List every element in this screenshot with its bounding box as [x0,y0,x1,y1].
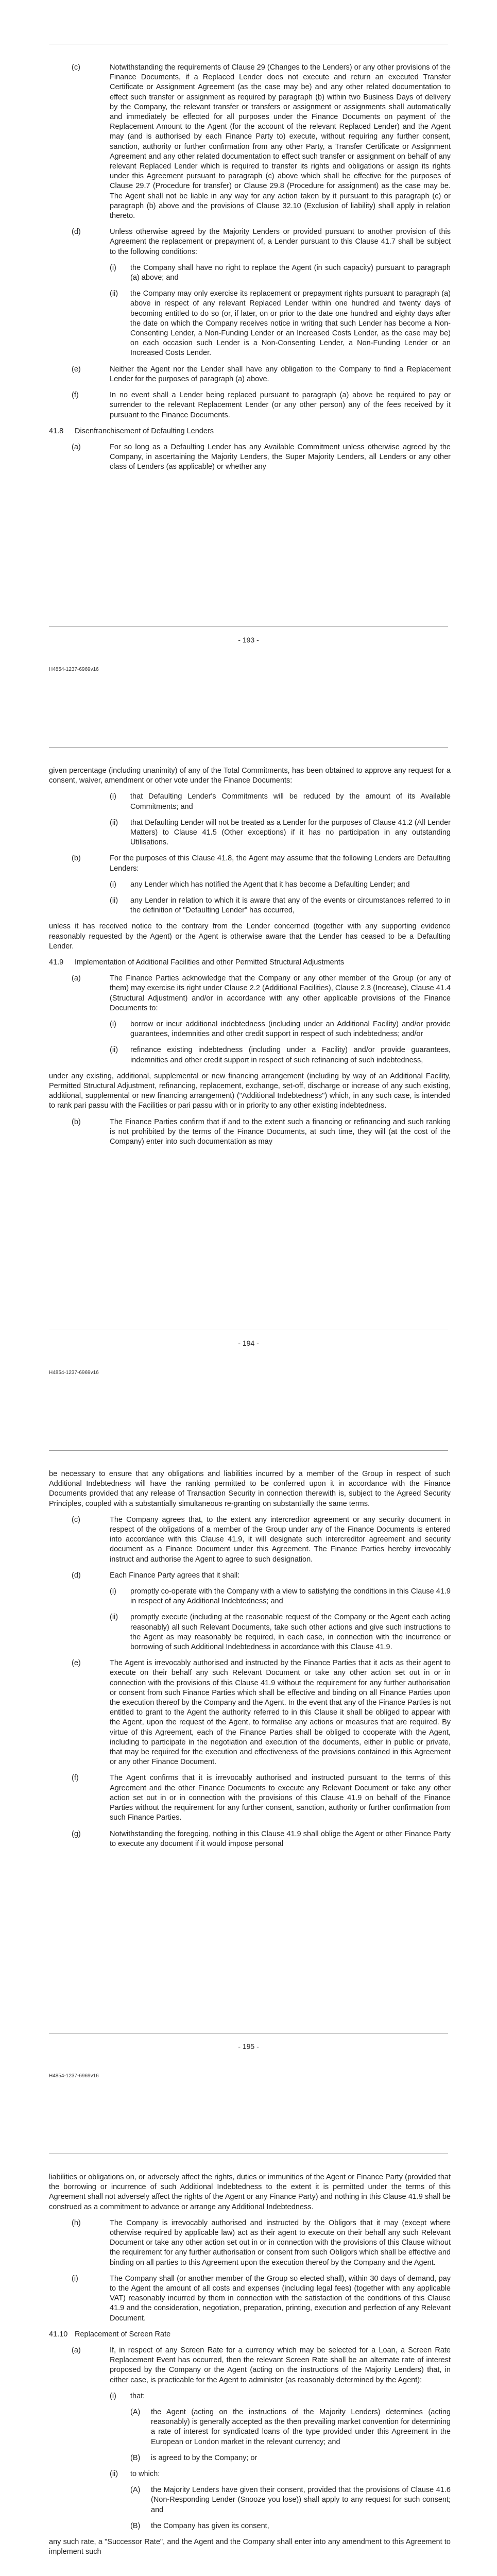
subparagraph-c0-0-para: that: [130,2392,145,2400]
clause-title: Implementation of Additional Facilities and other Permitted Structural Adjustments [75,958,345,967]
subsubparagraph-c0-0-1-para: is agreed to by the Company; or [151,2453,258,2462]
continued-paragraph: given percentage (including unanimity) of any of the Total Commitments, has been obtained to approve any request for a consent, waiver, amendment or other vote under the Finance Documents: [49,767,451,785]
subparagraph-0-0 [110,880,451,890]
subsubparagraph-c0-1-1 [130,2521,451,2531]
clause-heading [49,958,451,968]
paragraph-c0-label: (a) [72,2346,81,2355]
continued-subparagraph-0-text [130,792,451,811]
page-3 [0,1406,497,2110]
subsubparagraph-c0-0-1 [130,2453,451,2463]
paragraph-c1 [49,1117,451,1147]
subparagraph-c0-1 [110,2469,451,2479]
paragraph-2 [49,1658,451,1767]
paragraph-0 [49,1515,451,1565]
clause-title: Disenfranchisement of Defaulting Lenders [75,427,214,435]
paragraph-1-text [110,1571,451,1581]
subsubparagraph-c0-1-1-para: the Company has given its consent, [151,2521,269,2530]
subparagraph-c0-1-label: (ii) [110,1046,118,1055]
paragraph-0-para: For the purposes of this Clause 41.8, the Agent may assume that the following Lenders are Defaulting Lenders: [110,854,451,873]
paragraph-0-label: (h) [72,2218,81,2227]
subparagraph-0-1-text [130,896,451,916]
clause-heading [49,427,451,436]
paragraph-0-label: (b) [72,854,81,863]
subparagraph-1-1 [110,289,451,358]
page-4 [0,2110,497,2576]
paragraph-0-text [110,854,451,873]
subparagraph-1-1-text [130,289,451,358]
paragraph-4-para: Notwithstanding the foregoing, nothing in this Clause 41.9 shall oblige the Agent or other Finance Party to execute any document if it would impose personal [110,1829,451,1848]
paragraph-0 [49,63,451,221]
paragraph-2-para: Neither the Agent nor the Lender shall have any obligation to the Company to find a Replacement Lender for the purposes of paragraph (a) above. [110,365,451,383]
paragraph-c0-para: If, in respect of any Screen Rate for a currency which may be selected for a Loan, a Screen Rate Replacement Event has occurred, then the relevant Screen Rate shall be an alternate rate of interest proposed by the Company or the Agent (acting on the instructions of the Majority Lenders) that, in either case, is practicable for the Agent to administer (as reasonably determined by the Agent): [110,2346,451,2384]
subparagraph-0-1 [110,896,451,916]
page-top-rule [49,1450,448,1451]
page-number: - 193 - [238,636,259,644]
subparagraph-1-1 [110,1613,451,1652]
subparagraph-1-1-label: (ii) [110,1613,118,1622]
subsubparagraph-c0-1-1-label: (B) [130,2521,141,2530]
paragraph-c0-label: (a) [72,974,81,983]
page-1 [0,0,497,703]
paragraph-1-text [110,227,451,257]
paragraph-4 [49,1829,451,1849]
paragraph-0-text [110,1515,451,1565]
clause-number: 41.10 [49,2330,68,2338]
page-content [49,2173,451,2564]
paragraph-3-para: The Agent confirms that it is irrevocably authorised and instructed pursuant to the terms of this Agreement and the other Finance Documents to execute any Relevant Document or take any other action set out in or in connection with the provisions of this Clause 41.9 on behalf of the Finance Parties without the requirement for any further consent, sanction, authority or further confirmation from such Finance Parties. [110,1774,451,1822]
paragraph-1 [49,1571,451,1581]
page-number: - 195 - [238,2042,259,2050]
subparagraph-c0-0-label: (i) [110,1020,116,1029]
continued-subparagraph-0-para: that Defaulting Lender's Commitments will be reduced by the amount of its Available Commitments; and [130,792,451,811]
subparagraph-1-0-label: (i) [110,1587,116,1596]
paragraph-4-label: (g) [72,1829,81,1838]
subparagraph-c0-1-text [130,2469,451,2479]
clause-title: Replacement of Screen Rate [75,2330,171,2338]
continued-paragraph: be necessary to ensure that any obligations and liabilities incurred by a member of the Group in respect of such Additional Indebtedness will have the ranking permitted to be conferred upon it in accordance with the Finance Documents provided that any release of Transaction Security in connection therewith is, subject to the Agreed Security Principles, coupled with a substantially simultaneous re-granting on substantially the same terms. [49,1470,451,1508]
paragraph-2-label: (e) [72,365,81,374]
paragraph-c0-para: For so long as a Defaulting Lender has any Available Commitment unless otherwise agreed by the Company, in ascertaining the Majority Lenders, the Super Majority Lenders, all Lenders or any other class of Lenders (as applicable) or whether any [110,443,451,471]
clause-heading [49,2330,451,2340]
page-bottom-rule [49,626,448,627]
paragraph-c1-label: (b) [72,1117,81,1126]
paragraph-tail-c0: any such rate, a "Successor Rate", and the Agent and the Company shall enter into any amendment to this Agreement to implement such [49,2538,451,2556]
subparagraph-1-1-para: promptly execute (including at the reasonable request of the Company or the Agent each acting reasonably) all such Relevant Documents, take such other actions and give such instructions to the Agent as may reasonably be required, in each case, in connection with the incurrence or borrowing of such Additional Indebtedness in accordance with this Clause 41.9. [130,1613,451,1652]
subparagraph-1-1-label: (ii) [110,290,118,298]
subparagraph-1-0-para: promptly co-operate with the Company with a view to satisfying the conditions in this Clause 41.9 in respect of any Additional Indebtedness; and [130,1587,451,1606]
subparagraph-1-0 [110,263,451,283]
paragraph-1 [49,2274,451,2324]
paragraph-2-para: The Agent is irrevocably authorised and instructed by the Finance Parties that it acts as their agent to execute on their behalf any such Relevant Document or take any other action set out in or in connection with the provisions of this Clause 41.9 without the requirement for any further authorisation or consent from such Finance Parties which shall be effective and binding on all Finance Parties upon the execution thereof by the Company and the Agent. In the event that any of the Finance Parties is not entitled to grant to the Agent the authority referred to in this Clause it shall be obliged to appear with the Agent, upon the request of the Agent, to formalise any actions or measures that are required. By virtue of this Agreement, each of the Finance Parties shall be obliged to cooperate with the Agent, including to participate in the negotiation and execution of the documents, either in public or private, that may be required for the execution and effectiveness of the provisions contained in this Agreement or any other Finance Document. [110,1659,451,1767]
paragraph-3-text [110,391,451,420]
paragraph-c0-para: The Finance Parties acknowledge that the Company or any other member of the Group (or any of them) may exercise its right under Clause 2.2 (Additional Facilities), Clause 2.3 (Increase), Clause 41.4 (Structural Adjustment) and/or in accordance with any other applicable provisions of the Finance Documents to: [110,974,451,1012]
paragraph-c0-text [110,443,451,472]
continued-subparagraph-1 [110,818,451,848]
paragraph-3 [49,391,451,420]
subparagraph-1-1-para: the Company may only exercise its replacement or prepayment rights pursuant to paragraph (a) above in respect of any relevant Replaced Lender within one hundred and twenty days of becoming entitled to do so (or, if later, on or prior to the date one hundred and eighty days after the date on which the Company receives notice in writing that such Lender has become a Non-Consenting Lender, a Non-Funding Lender or an Increased Costs Lender, as the case may be) on each occasion such Lender is a Non-Consenting Lender, a Non-Funding Lender or an Increased Costs Lender. [130,290,451,358]
clause-number: 41.8 [49,427,64,435]
subparagraph-c0-0-para: borrow or incur additional indebtedness (including under an Additional Facility) and/or provide guarantees, indemnities and other credit support in respect of such indebtedness; and/or [130,1020,451,1039]
paragraph-1-text [110,2274,451,2324]
subparagraph-c0-1-para: to which: [130,2470,160,2479]
subsubparagraph-c0-1-0-text [151,2485,451,2515]
subparagraph-1-1-text [130,1613,451,1652]
paragraph-tail-c0: under any existing, additional, supplemental or new financing arrangement (including by way of an Additional Facility, Permitted Structural Adjustment, refinancing, replacement, exchange, set-off, discharge or increase of any such existing, additional, supplemental or new financing arrangement) ("Additional Indebtedness") which, in any such case, is intended to rank pari passu with the Facilities or pari passu with or in priority to any other existing indebtedness. [49,1072,451,1110]
subsubparagraph-c0-0-1-text [151,2453,451,2463]
subparagraph-c0-1-para: refinance existing indebtedness (including under a Facility) and/or provide guarantees, indemnities and other credit support in respect of such refinancing of such indebtedness, [130,1046,451,1064]
paragraph-1-label: (d) [72,1571,81,1580]
subparagraph-0-0-label: (i) [110,880,116,889]
subparagraph-c0-1-label: (ii) [110,2470,118,2479]
paragraph-3-para: In no event shall a Lender being replaced pursuant to paragraph (a) above be required to pay or surrender to the relevant Replacement Lender (or any other person) any of the fees received by it pursuant to the Finance Documents. [110,391,451,419]
subparagraph-c0-0 [110,2392,451,2401]
page-2 [0,703,497,1406]
paragraph-0 [49,854,451,873]
paragraph-1-para: The Company shall (or another member of the Group so elected shall), within 30 days of demand, pay to the Agent the amount of all costs and expenses (including legal fees) (together with any applicable VAT) reasonably incurred by them in connection with the satisfaction of the conditions of this Clause 41.9 and the consideration, negotiation, preparation, printing, execution and perfection of any Relevant Document. [110,2274,451,2323]
page-content [49,63,451,479]
paragraph-3-label: (f) [72,1774,79,1783]
paragraph-2-text [110,1658,451,1767]
subparagraph-c0-0 [110,1020,451,1039]
paragraph-tail-0: unless it has received notice to the contrary from the Lender concerned (together with any supporting evidence reasonably requested by the Agent) or the Agent is otherwise aware that the Lender has ceased to be a Defaulting Lender. [49,922,451,951]
paragraph-c1-text [110,1117,451,1147]
subparagraph-c0-1 [110,1045,451,1065]
subparagraph-0-0-para: any Lender which has notified the Agent that it has become a Defaulting Lender; and [130,880,410,889]
continued-subparagraph-1-label: (ii) [110,818,118,827]
paragraph-2-text [110,365,451,384]
paragraph-0-label: (c) [72,1515,80,1524]
clause-number: 41.9 [49,958,64,967]
paragraph-c0 [49,2346,451,2385]
subsubparagraph-c0-0-0-label: (A) [130,2408,141,2417]
paragraph-c0-label: (a) [72,443,81,451]
subsubparagraph-c0-0-0-text [151,2408,451,2447]
paragraph-3-label: (f) [72,391,79,400]
subparagraph-1-0-text [130,263,451,283]
subsubparagraph-c0-1-0 [130,2485,451,2515]
paragraph-0 [49,2218,451,2268]
subsubparagraph-c0-0-1-label: (B) [130,2453,141,2462]
paragraph-3-text [110,1773,451,1823]
continued-paragraph: liabilities or obligations on, or adversely affect the rights, duties or immunities of the Agent or Finance Party (provided that the borrowing or incurrence of such Additional Indebtedness to the extent it is permitted under the terms of this Agreement shall not adversely affect the rights of the Agent or any Finance Party) and nothing in this Clause 41.9 shall be construed as a commitment to advance or arrange any Additional Indebtedness. [49,2173,451,2211]
page-content [49,1469,451,1855]
paragraph-1-para: Unless otherwise agreed by the Majority Lenders or provided pursuant to another provision of this Agreement the replacement or prepayment of, a Lender pursuant to this Clause 41.7 shall be subject to the following conditions: [110,228,451,256]
subsubparagraph-c0-0-0 [130,2408,451,2447]
continued-subparagraph-0-label: (i) [110,792,116,801]
subsubparagraph-c0-1-0-para: the Majority Lenders have given their consent, provided that the provisions of Clause 41.6 (Non-Responding Lender (Snooze you lose)) shall apply to any request for such consent; and [151,2486,451,2514]
paragraph-0-para: Notwithstanding the requirements of Clause 29 (Changes to the Lenders) or any other provisions of the Finance Documents, if a Replaced Lender does not execute and return an executed Transfer Certificate or Assignment Agreement (as the case may be) and any other related documentation to effect such transfer or assignment as required by paragraph (b) within two Business Days of delivery by the Company, the relevant transfer or transfers or assignment or assignments shall automatically and immediately be effected for all purposes under the Finance Documents on payment of the Replacement Amount to the Agent (for the account of the relevant Replaced Lender) and the Agent may (and is authorised by each Finance Party to) execute, without requiring any further consent, sanction, authority or further confirmation from any other Party, a Transfer Certificate or Assignment Agreement and any other related documentation to effect such transfer or assignment on behalf of any relevant Replaced Lender which is required to transfer its rights and obligations or assign its rights under this Agreement pursuant to paragraph (c) above which shall be effective for the purposes of Clause 29.7 (Procedure for transfer) or Clause 29.8 (Procedure for assignment) as the case may be. The Agent shall not be liable in any way for any action taken by it pursuant to this paragraph (c) or paragraph (b) above and the provisions of Clause 32.10 (Exclusion of liability) shall apply in relation thereto. [110,63,451,221]
subparagraph-1-0-para: the Company shall have no right to replace the Agent (in such capacity) pursuant to paragraph (a) above; and [130,263,451,282]
subparagraph-0-1-para: any Lender in relation to which it is aware that any of the events or circumstances referred to in the definition of "Defaulting Lender" has occurred, [130,896,451,915]
paragraph-2-label: (e) [72,1659,81,1668]
continued-subparagraph-0 [110,792,451,811]
paragraph-0-para: The Company agrees that, to the extent any intercreditor agreement or any security document in respect of the obligations of a member of the Group under any of the Finance Documents is entered into accordance with this Clause 41.9, it will designate such intercreditor agreement and security document as a Finance Document under this Agreement. The Finance Parties hereby irrevocably instruct and authorise the Agent to agree to such designation. [110,1515,451,1564]
paragraph-0-para: The Company is irrevocably authorised and instructed by the Obligors that it may (except where otherwise required by applicable law) act as their agent to execute on their behalf any such Relevant Document or take any other action set out in or in connection with the provisions of this Clause without the requirement for any further authorisation or consent from such Obligors which shall be effective and binding on all parties to this Agreement upon the execution thereof by the Company and the Agent. [110,2218,451,2267]
paragraph-0-label: (c) [72,63,80,72]
subparagraph-1-0 [110,1587,451,1606]
subsubparagraph-c0-1-1-text [151,2521,451,2531]
paragraph-c0 [49,443,451,472]
paragraph-4-text [110,1829,451,1849]
subsubparagraph-c0-0-0-para: the Agent (acting on the instructions of the Majority Lenders) determines (acting reasonably) is generally accepted as the then prevailing market convention for determining a rate of interest for syndicated loans of the type provided under this Agreement in the European or London market in the relevant currency; and [151,2408,451,2446]
subparagraph-1-0-label: (i) [110,263,116,272]
paragraph-c0-text [110,2346,451,2385]
paragraph-0-text [110,2218,451,2268]
subparagraph-0-0-text [130,880,451,890]
paragraph-c0 [49,974,451,1013]
paragraph-0-text [110,63,451,221]
document-reference: H4854-1237-6969v16 [49,2073,99,2079]
page-number: - 194 - [238,1339,259,1347]
subparagraph-1-0-text [130,1587,451,1606]
subparagraph-c0-1-text [130,1045,451,1065]
subsubparagraph-c0-1-0-label: (A) [130,2486,141,2495]
paragraph-2 [49,365,451,384]
subparagraph-0-1-label: (ii) [110,896,118,905]
paragraph-c1-para: The Finance Parties confirm that if and to the extent such a financing or refinancing and such ranking is not prohibited by the terms of the Finance Documents, at such time, they will (at the cost of the Company) enter into such documentation as may [110,1117,451,1146]
continued-subparagraph-1-para: that Defaulting Lender will not be treated as a Lender for the purposes of Clause 41.2 (All Lender Matters) to Clause 41.5 (Other exceptions) if it has no participation in any outstanding Utilisations. [130,818,451,847]
subparagraph-c0-0-label: (i) [110,2392,116,2400]
subparagraph-c0-0-text [130,1020,451,1039]
paragraph-1 [49,227,451,257]
subparagraph-c0-0-text [130,2392,451,2401]
paragraph-c0-text [110,974,451,1013]
continued-subparagraph-1-text [130,818,451,848]
document-reference: H4854-1237-6969v16 [49,1370,99,1376]
paragraph-3 [49,1773,451,1823]
page-top-rule [49,747,448,748]
document-reference: H4854-1237-6969v16 [49,667,99,672]
paragraph-1-para: Each Finance Party agrees that it shall: [110,1571,240,1580]
paragraph-1-label: (d) [72,228,81,236]
page-content [49,766,451,1153]
paragraph-1-label: (i) [72,2274,78,2283]
